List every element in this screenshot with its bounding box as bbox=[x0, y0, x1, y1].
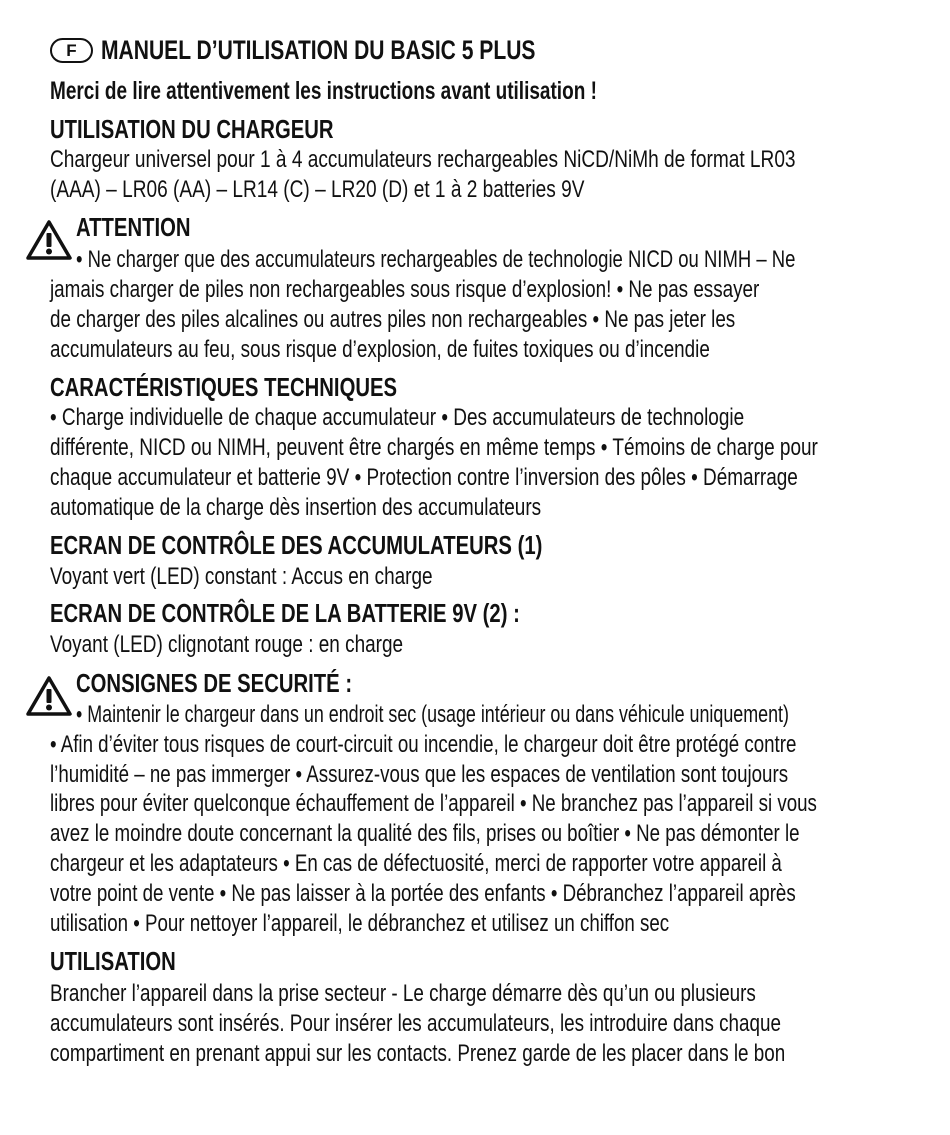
attention-line-4: accumulateurs au feu, sous risque d’explosion, de fuites toxiques ou d’incendie bbox=[50, 336, 710, 363]
usage-charger-line-2: (AAA) – LR06 (AA) – LR14 (C) – LR20 (D) et 1 à 2 batteries 9V bbox=[50, 176, 585, 203]
specs-line-4: automatique de la charge dès insertion des accumulateurs bbox=[50, 494, 542, 521]
safety-line-6: chargeur et les adaptateurs • En cas de défectuosité, merci de rapporter votre appareil à bbox=[50, 850, 782, 877]
safety-line-1: • Maintenir le chargeur dans un endroit sec (usage intérieur ou dans véhicule uniquement) bbox=[76, 701, 789, 728]
warning-triangle-icon bbox=[26, 676, 72, 718]
screen-accus-heading: ECRAN DE CONTRÔLE DES ACCUMULATEURS (1) bbox=[50, 530, 543, 560]
specs-line-1: • Charge individuelle de chaque accumulateur • Des accumulateurs de technologie bbox=[50, 404, 745, 431]
safety-line-8: utilisation • Pour nettoyer l’appareil, le débranchez et utilisez un chiffon sec bbox=[50, 910, 670, 937]
attention-heading: ATTENTION bbox=[76, 212, 191, 242]
page-title: MANUEL D’UTILISATION DU BASIC 5 PLUS bbox=[101, 35, 536, 65]
specs-line-3: chaque accumulateur et batterie 9V • Protection contre l’inversion des pôles • Démarrage bbox=[50, 464, 798, 491]
safety-heading: CONSIGNES DE SECURITÉ : bbox=[76, 668, 353, 698]
safety-line-5: avez le moindre doute concernant la qualité des fils, prises ou boîtier • Ne pas démonter le bbox=[50, 820, 800, 847]
language-badge: F bbox=[50, 38, 93, 63]
usage-line-1: Brancher l’appareil dans la prise secteur - Le charge démarre dès qu’un ou plusieurs bbox=[50, 980, 756, 1007]
title-row bbox=[50, 33, 658, 67]
screen-accus-line-1: Voyant vert (LED) constant : Accus en charge bbox=[50, 563, 433, 590]
usage-line-3: compartiment en prenant appui sur les contacts. Prenez garde de les placer dans le bon bbox=[50, 1040, 786, 1067]
specs-heading: CARACTÉRISTIQUES TECHNIQUES bbox=[50, 372, 398, 402]
intro-text: Merci de lire attentivement les instructions avant utilisation ! bbox=[50, 77, 597, 105]
screen-9v-line-1: Voyant (LED) clignotant rouge : en charge bbox=[50, 631, 404, 658]
usage-charger-heading: UTILISATION DU CHARGEUR bbox=[50, 114, 334, 144]
attention-line-3: de charger des piles alcalines ou autres piles non rechargeables • Ne pas jeter les bbox=[50, 306, 736, 333]
attention-line-2: jamais charger de piles non rechargeables sous risque d’explosion! • Ne pas essayer bbox=[50, 276, 760, 303]
usage-line-2: accumulateurs sont insérés. Pour insérer les accumulateurs, les introduire dans chaque bbox=[50, 1010, 781, 1037]
attention-line-1: • Ne charger que des accumulateurs rechargeables de technologie NICD ou NIMH – Ne bbox=[76, 246, 796, 273]
safety-line-7: votre point de vente • Ne pas laisser à la portée des enfants • Débranchez l’appareil après bbox=[50, 880, 796, 907]
screen-9v-heading: ECRAN DE CONTRÔLE DE LA BATTERIE 9V (2) : bbox=[50, 598, 520, 628]
specs-line-2: différente, NICD ou NIMH, peuvent être chargés en même temps • Témoins de charge pour bbox=[50, 434, 818, 461]
usage-charger-line-1: Chargeur universel pour 1 à 4 accumulateurs rechargeables NiCD/NiMh de format LR03 bbox=[50, 146, 796, 173]
usage-heading: UTILISATION bbox=[50, 946, 176, 976]
warning-triangle-icon bbox=[26, 220, 72, 262]
safety-line-4: libres pour éviter quelconque échauffement de l’appareil • Ne branchez pas l’appareil si vous bbox=[50, 790, 817, 817]
safety-line-2: • Afin d’éviter tous risques de court-circuit ou incendie, le chargeur doit être protégé contre bbox=[50, 731, 797, 758]
safety-line-3: l’humidité – ne pas immerger • Assurez-vous que les espaces de ventilation sont toujours bbox=[50, 761, 789, 788]
